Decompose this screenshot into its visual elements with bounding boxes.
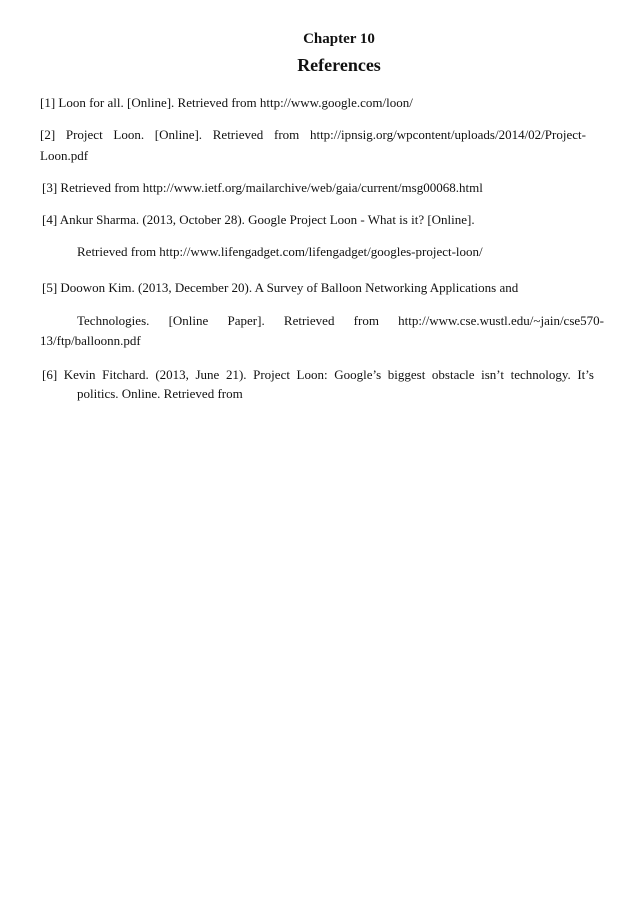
reference-4-line-1: [4] Ankur Sharma. (2013, October 28). Google Project Loon - What is it? [Online]. <box>42 212 475 227</box>
reference-word: 21). <box>225 367 247 382</box>
reference-word: June <box>195 367 220 382</box>
reference-word: Fitchard. <box>102 367 149 382</box>
reference-6-line-1 <box>42 367 594 383</box>
reference-word: Technologies. <box>77 313 150 328</box>
chapter-label: Chapter 10 <box>303 31 375 47</box>
reference-word: from <box>353 313 379 328</box>
reference-word: obstacle <box>431 367 475 382</box>
reference-word: isn’t <box>481 367 504 382</box>
reference-5-line-3: 13/ftp/balloonn.pdf <box>40 333 141 348</box>
reference-word: Retrieved <box>283 313 335 328</box>
reference-word: http://ipnsig.org/wpcontent/uploads/2014/02/Project- <box>309 127 586 142</box>
reference-word: Paper]. <box>227 313 265 328</box>
reference-4-line-2: Retrieved from http://www.lifengadget.com/lifengadget/googles-project-loon/ <box>77 244 483 259</box>
reference-word: technology. <box>510 367 571 382</box>
reference-word: Project <box>65 127 103 142</box>
reference-6-line-2: politics. Online. Retrieved from <box>77 386 243 401</box>
reference-word: It’s <box>577 367 594 382</box>
reference-2-line-1 <box>40 127 586 143</box>
reference-2-line-2: Loon.pdf <box>40 148 89 163</box>
reference-word: Project <box>253 367 290 382</box>
page-title: References <box>297 55 381 75</box>
reference-5-line-2 <box>77 313 604 329</box>
reference-word: [2] <box>40 127 56 142</box>
reference-3: [3] Retrieved from http://www.ietf.org/mailarchive/web/gaia/current/msg00068.html <box>42 180 483 195</box>
reference-word: [6] <box>42 367 58 382</box>
reference-word: Loon: <box>296 367 328 382</box>
reference-word: from <box>273 127 300 142</box>
reference-word: biggest <box>387 367 426 382</box>
reference-word: [Online]. <box>154 127 203 142</box>
reference-word: Kevin <box>63 367 96 382</box>
reference-word: Loon. <box>113 127 145 142</box>
reference-word: Google’s <box>334 367 382 382</box>
reference-word: (2013, <box>155 367 189 382</box>
reference-1: [1] Loon for all. [Online]. Retrieved from http://www.google.com/loon/ <box>40 95 413 110</box>
reference-word: Retrieved <box>212 127 264 142</box>
reference-5-line-1: [5] Doowon Kim. (2013, December 20). A Survey of Balloon Networking Applications and <box>42 280 519 295</box>
reference-word: http://www.cse.wustl.edu/~jain/cse570- <box>398 313 604 328</box>
reference-word: [Online <box>168 313 209 328</box>
